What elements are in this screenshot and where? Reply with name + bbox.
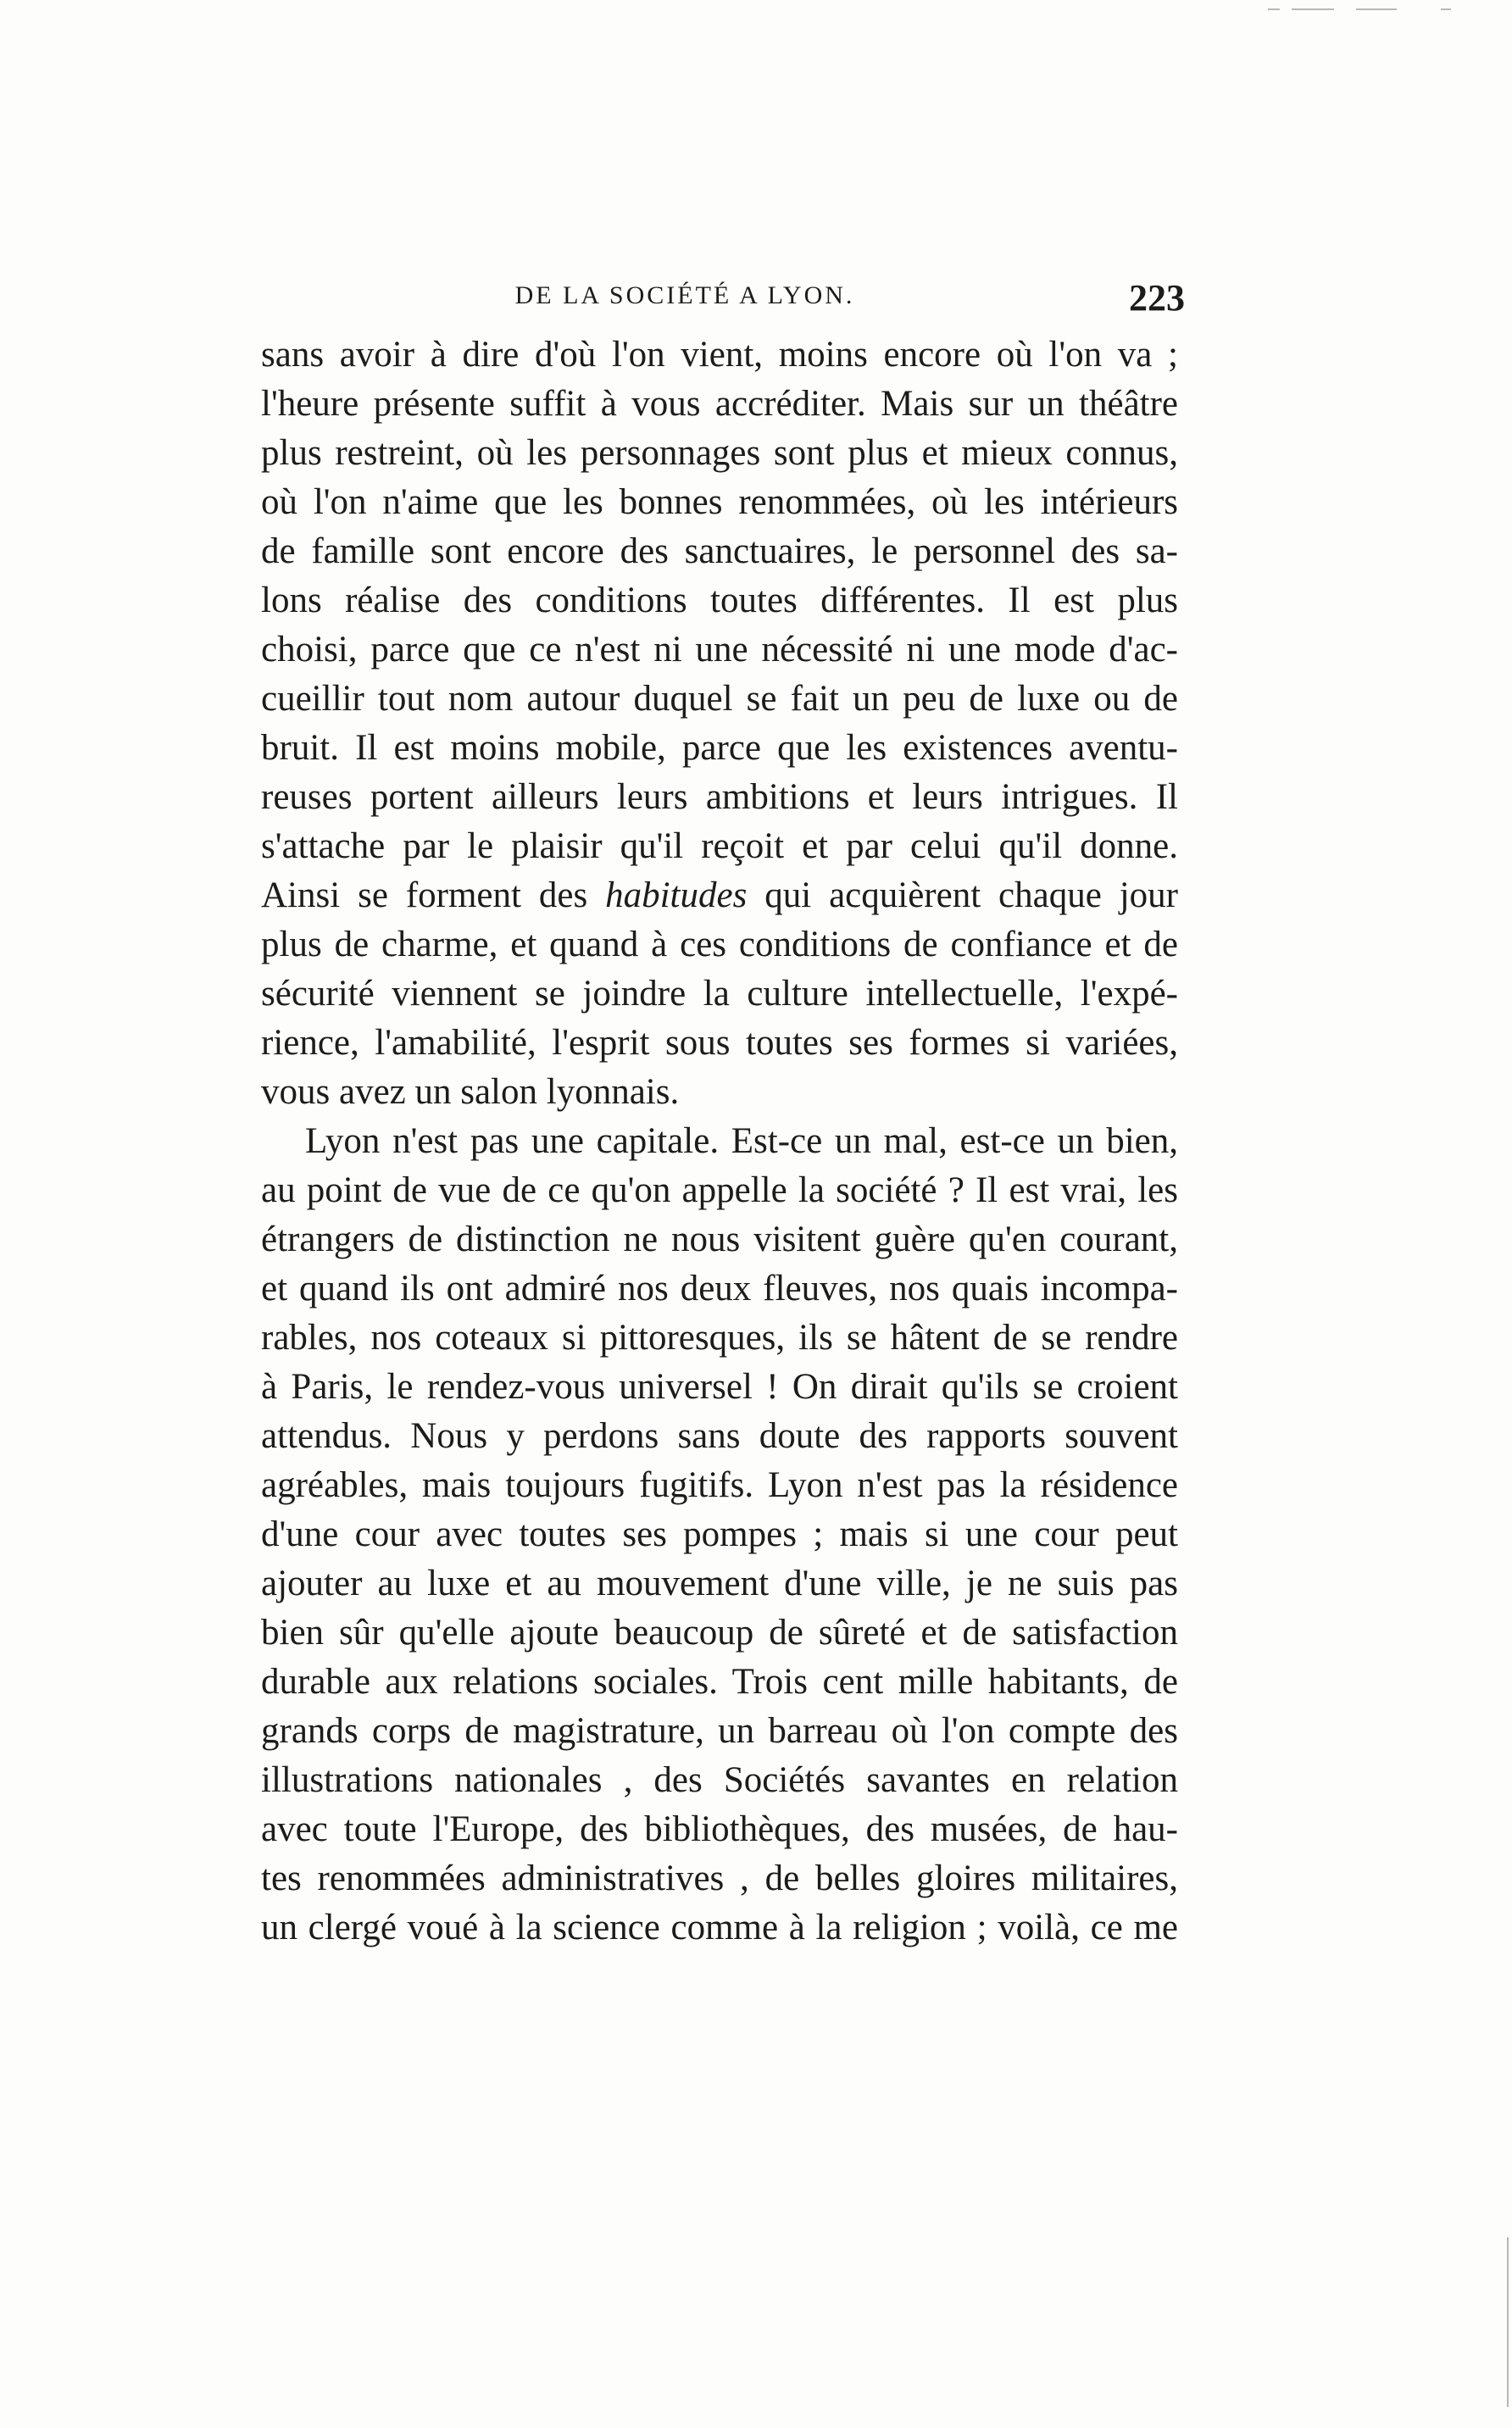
text-line: Lyon n'est pas une capitale. Est-ce un mal, est-ce un bien, (305, 1121, 1178, 1161)
text-line: étrangers de distinction ne nous visitent guère qu'en courant, (261, 1220, 1178, 1259)
text-line: agréables, mais toujours fugitifs. Lyon n'est pas la résidence (261, 1465, 1178, 1505)
text-line: bruit. Il est moins mobile, parce que les existences aventu- (261, 728, 1178, 768)
text-line: cueillir tout nom autour duquel se fait un peu de luxe ou de (261, 679, 1178, 719)
text-line-with-italic (261, 871, 1178, 920)
text-segment: qui acquièrent chaque jour (747, 875, 1178, 915)
text-line: sans avoir à dire d'où l'on vient, moins encore où l'on va ; (261, 335, 1178, 375)
running-header (261, 276, 1185, 319)
text-line: bien sûr qu'elle ajoute beaucoup de sûreté et de satisfaction (261, 1613, 1178, 1653)
text-line: grands corps de magistrature, un barreau où l'on compte des (261, 1711, 1178, 1751)
page-number: 223 (1129, 277, 1185, 319)
text-line: l'heure présente suffit à vous accréditer. Mais sur un théâtre (261, 384, 1178, 424)
text-line: à Paris, le rendez-vous universel ! On dirait qu'ils se croient (261, 1367, 1178, 1407)
text-line: sécurité viennent se joindre la culture intellectuelle, l'expé- (261, 974, 1178, 1014)
text-line: s'attache par le plaisir qu'il reçoit et par celui qu'il donne. (261, 826, 1178, 866)
scan-edge-mark (1356, 8, 1397, 10)
text-line: choisi, parce que ce n'est ni une nécessité ni une mode d'ac- (261, 630, 1178, 670)
paragraph-2 (261, 1117, 1178, 1953)
body-text (261, 331, 1178, 1953)
text-line: vous avez un salon lyonnais. (261, 1072, 680, 1112)
text-line: avec toute l'Europe, des bibliothèques, des musées, de hau- (261, 1809, 1178, 1849)
text-line: rience, l'amabilité, l'esprit sous toutes ses formes si variées, (261, 1023, 1178, 1063)
scan-edge-mark (1507, 2237, 1509, 2407)
text-line: rables, nos coteaux si pittoresques, ils se hâtent de se rendre (261, 1318, 1178, 1358)
text-line: illustrations nationales , des Sociétés savantes en relation (261, 1760, 1178, 1800)
text-line: attendus. Nous y perdons sans doute des rapports souvent (261, 1416, 1178, 1456)
text-line: plus de charme, et quand à ces conditions de confiance et de (261, 925, 1178, 964)
text-line: reuses portent ailleurs leurs ambitions et leurs intrigues. Il (261, 777, 1178, 817)
italic-word: habitudes (605, 875, 748, 915)
scan-edge-mark (1292, 8, 1334, 10)
text-line: plus restreint, où les personnages sont plus et mieux connus, (261, 433, 1178, 473)
text-line: où l'on n'aime que les bonnes renommées, où les intérieurs (261, 482, 1178, 522)
text-segment: Ainsi se forment des (261, 875, 606, 915)
text-line: durable aux relations sociales. Trois cent mille habitants, de (261, 1662, 1178, 1702)
text-line: tes renommées administratives , de belles gloires militaires, (261, 1859, 1178, 1898)
text-line: d'une cour avec toutes ses pompes ; mais si une cour peut (261, 1514, 1178, 1554)
scan-edge-mark (1441, 8, 1451, 10)
running-title: DE LA SOCIÉTÉ A LYON. (514, 281, 855, 309)
text-line: au point de vue de ce qu'on appelle la société ? Il est vrai, les (261, 1170, 1178, 1210)
paragraph-1 (261, 331, 1178, 1117)
scan-edge-mark (1268, 8, 1280, 10)
text-line: lons réalise des conditions toutes différentes. Il est plus (261, 581, 1178, 620)
text-line: un clergé voué à la science comme à la religion ; voilà, ce me (261, 1908, 1178, 1947)
text-line: de famille sont encore des sanctuaires, le personnel des sa- (261, 531, 1178, 571)
text-line: et quand ils ont admiré nos deux fleuves, nos quais incompa- (261, 1269, 1178, 1308)
text-line: ajouter au luxe et au mouvement d'une ville, je ne suis pas (261, 1564, 1178, 1603)
